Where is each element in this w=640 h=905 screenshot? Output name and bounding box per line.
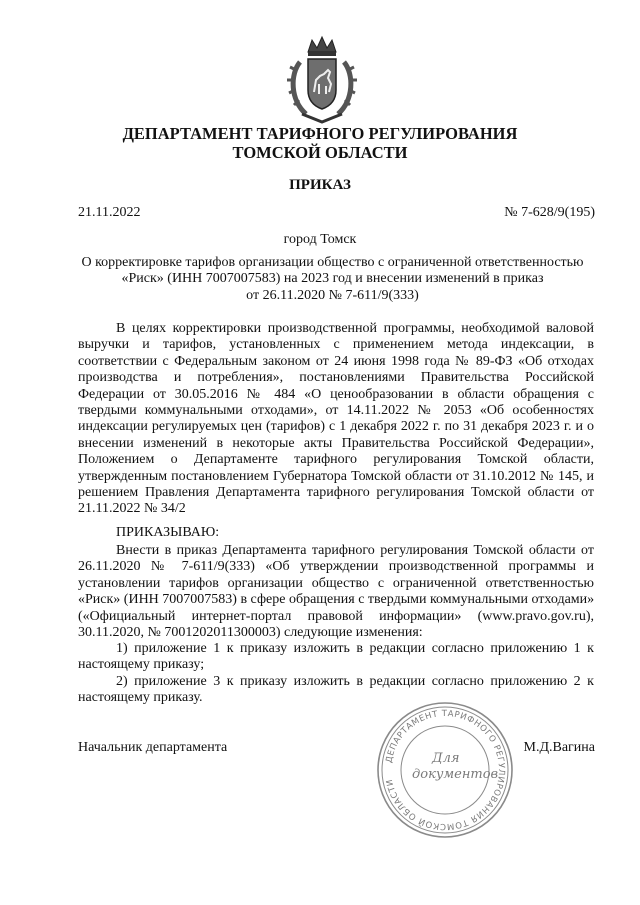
preamble-line: утвержденным постановлением Губернатора Томской области от 31.10.2012 № 145, и [78, 468, 594, 484]
order-line: «Риск» (ИНН 7007007583) в сфере обращения с твердыми коммунальными отходами» [78, 592, 595, 608]
item-line: настоящему приказу. [78, 690, 203, 706]
item-line: 1) приложение 1 к приказу изложить в редакции согласно приложению 1 к [116, 641, 594, 656]
subject-line: О корректировке тарифов организации общество с ограниченной ответственностью [81, 255, 584, 270]
order-line: 30.11.2020, № 7001202011300003) следующие изменения: [78, 624, 423, 640]
preamble-line: соответствии с Федеральным законом от 24 июня 1998 года № 89-ФЗ «Об отходах [78, 353, 594, 369]
subject-line: от 26.11.2020 № 7-611/9(333) [246, 287, 419, 303]
city-label: город Томск [283, 232, 357, 247]
document-type-title: ПРИКАЗ [289, 177, 351, 193]
preamble-line: производства и потребления», постановлениями Правительства Российской [78, 370, 594, 386]
order-number: № 7-628/9(195) [504, 205, 595, 220]
order-line: («Официальный интернет-портал правовой информации» (www.pravo.gov.ru), [78, 608, 594, 624]
item-line: 2) приложение 3 к приказу изложить в редакции согласно приложению 2 к [116, 674, 594, 689]
preamble-line: В целях корректировки производственной программы, необходимой валовой [116, 321, 594, 336]
preamble-line: Положением о Департаменте тарифного регулирования Томской области, [78, 452, 594, 468]
order-subject [70, 255, 595, 304]
order-line: Внести в приказ Департамента тарифного регулирования Томской области от [116, 543, 594, 558]
preamble-line: Федерации от 30.05.2016 № 484 «О ценообразовании в области обращения с [78, 386, 594, 402]
preamble-line: твердыми коммунальными отходами», от 14.11.2022 № 2053 «Об особенностях [78, 402, 594, 418]
order-line: 26.11.2020 № 7-611/9(333) «Об утверждении производственной программы и [78, 559, 594, 575]
preamble-line: индексации регулируемых цен (тарифов) с 1 декабря 2022 г. по 31 декабря 2023 г. и о [78, 419, 594, 435]
order-line: установлении тарифов организации общество с ограниченной ответственностью [78, 575, 594, 591]
signatory-name: М.Д.Вагина [523, 740, 595, 755]
stamp-ring-text: ДЕПАРТАМЕНТ ТАРИФНОГО РЕГУЛИРОВАНИЯ ТОМСКОЙ ОБЛАСТИ [384, 708, 507, 832]
preamble-line: решением Правления Департамента тарифного регулирования Томской области от [78, 484, 594, 500]
preamble-line: выручки и тарифов, установленных с применением метода индексации, в [78, 337, 594, 353]
preamble-line: 21.11.2022 № 34/2 [78, 501, 186, 517]
stamp-center-line2: документов [412, 767, 499, 782]
signatory-role: Начальник департамента [78, 740, 228, 755]
order-command-word: ПРИКАЗЫВАЮ: [116, 525, 220, 540]
order-paragraph [78, 543, 594, 641]
order-item-1 [78, 641, 594, 674]
preamble-line: внесении изменений в некоторые акты Правительства Российской Федерации», [78, 435, 594, 451]
department-title-line2: ТОМСКОЙ ОБЛАСТИ [232, 143, 408, 162]
order-item-2 [78, 674, 594, 707]
stamp-center-line1: Для [432, 751, 460, 766]
department-title-line1: ДЕПАРТАМЕНТ ТАРИФНОГО РЕГУЛИРОВАНИЯ [122, 124, 518, 143]
order-date: 21.11.2022 [78, 205, 141, 220]
item-line: настоящему приказу; [78, 657, 205, 673]
tomsk-coat-of-arms-emblem [286, 34, 358, 126]
subject-line: «Риск» (ИНН 7007007583) на 2023 год и внесении изменений в приказ [121, 271, 544, 287]
preamble-paragraph [78, 321, 594, 518]
